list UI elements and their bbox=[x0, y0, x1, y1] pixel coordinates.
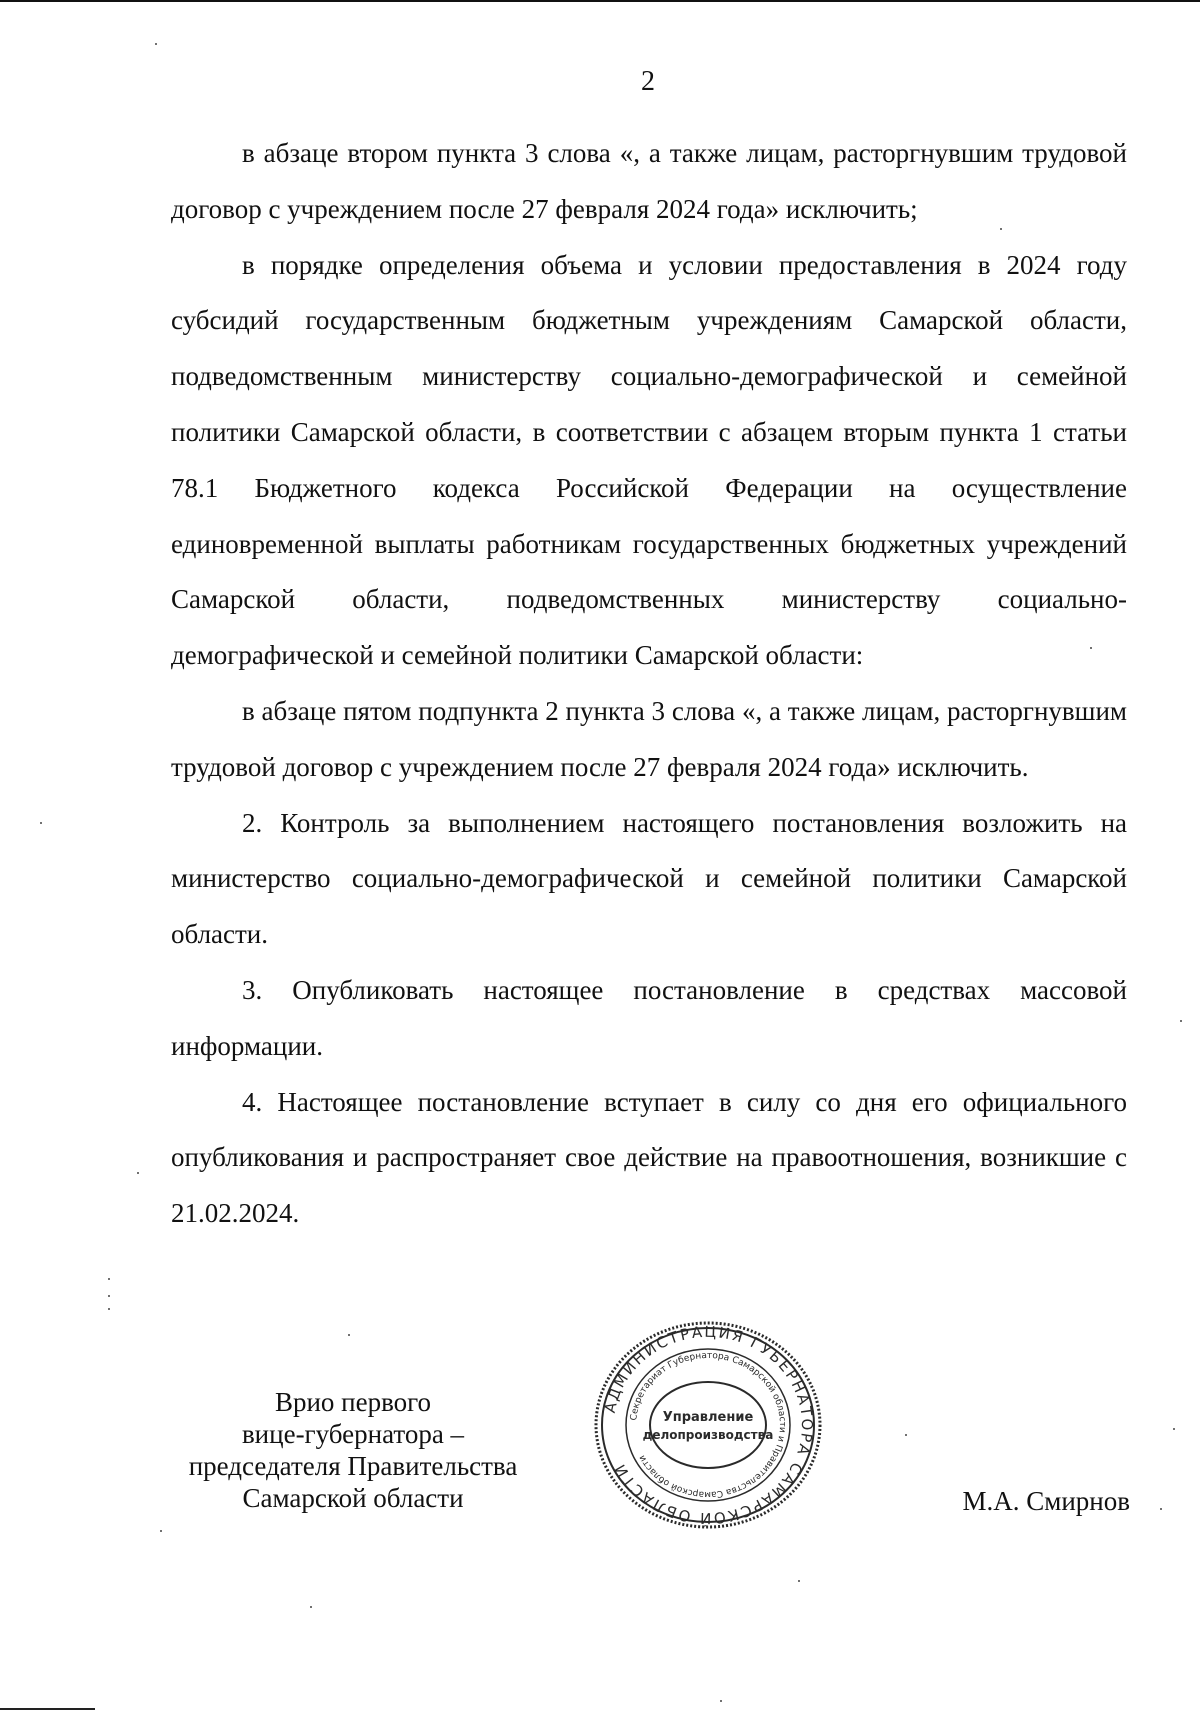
scan-speck bbox=[108, 1278, 110, 1280]
scan-speck bbox=[348, 1334, 350, 1336]
seal-outer-text: АДМИНИСТРАЦИЯ ГУБЕРНАТОРА САМАРСКОЙ ОБЛАСТИ bbox=[600, 1322, 817, 1528]
scan-speck bbox=[108, 1308, 110, 1310]
scan-speck bbox=[310, 1606, 312, 1608]
bottom-scan-edge bbox=[0, 1708, 95, 1710]
signatory-title-line: вице-губернатора – bbox=[241, 1419, 465, 1449]
seal-inner-text: Секретариат Губернатора Самарской области и Правительства Самарской области bbox=[629, 1350, 788, 1500]
scan-speck bbox=[1173, 1428, 1175, 1430]
signatory-title-line: Самарской области bbox=[242, 1483, 464, 1513]
scan-speck bbox=[1180, 1020, 1182, 1022]
seal-center-line-1: Управление bbox=[662, 1410, 754, 1425]
scan-speck bbox=[798, 1580, 800, 1582]
paragraph-3: в абзаце пятом подпункта 2 пункта 3 слова «, а также лицам, расторгнувшим трудовой договор с учреждением после 27 февраля 2024 года» исключить. bbox=[171, 695, 1127, 782]
signatory-title bbox=[170, 1386, 536, 1514]
document-body bbox=[171, 126, 1127, 1242]
scan-speck bbox=[720, 1700, 722, 1702]
scan-speck bbox=[40, 822, 42, 824]
scan-speck bbox=[905, 1434, 907, 1436]
scan-speck bbox=[160, 1530, 162, 1532]
signatory-title-line: Врио первого bbox=[274, 1387, 432, 1417]
page-number: 2 bbox=[641, 66, 655, 97]
signatory-name: М.А. Смирнов bbox=[962, 1486, 1130, 1516]
paragraph-4: 2. Контроль за выполнением настоящего постановления возложить на министерство социально-демографической и семейной политики Самарской области. bbox=[171, 807, 1127, 950]
paragraph-5: 3. Опубликовать настоящее постановление в средствах массовой информации. bbox=[171, 974, 1127, 1061]
scan-speck bbox=[137, 1172, 139, 1174]
official-seal-stamp bbox=[588, 1320, 828, 1530]
scan-speck bbox=[108, 1295, 110, 1297]
paragraph-2: в порядке определения объема и условии предоставления в 2024 году субсидий государственным бюджетным учреждениям Самарской области, подведомственным министерству социально-демографической и семейной политики Самарской области, в соответствии с абзацем вторым пункта 1 статьи 78.1 Бюджетного кодекса Российской Федерации на осуществление единовременной выплаты работникам государственных бюджетных учреждений Самарской области, подведомственных министерству социально-демографической и семейной политики Самарской области: bbox=[171, 249, 1127, 671]
paragraph-1: в абзаце втором пункта 3 слова «, а также лицам, расторгнувшим трудовой договор с учреждением после 27 февраля 2024 года» исключить; bbox=[171, 138, 1127, 224]
top-scan-edge bbox=[0, 0, 1200, 2]
scan-speck bbox=[1090, 647, 1092, 649]
scan-speck bbox=[155, 43, 157, 45]
scan-speck bbox=[1160, 1508, 1162, 1510]
scan-speck bbox=[1000, 228, 1002, 230]
seal-center-line-2: делопроизводства bbox=[642, 1428, 774, 1442]
paragraph-6: 4. Настоящее постановление вступает в силу со дня его официального опубликования и распространяет свое действие на правоотношения, возникшие с 21.02.2024. bbox=[171, 1086, 1127, 1229]
signatory-title-line: председателя Правительства bbox=[188, 1451, 518, 1481]
